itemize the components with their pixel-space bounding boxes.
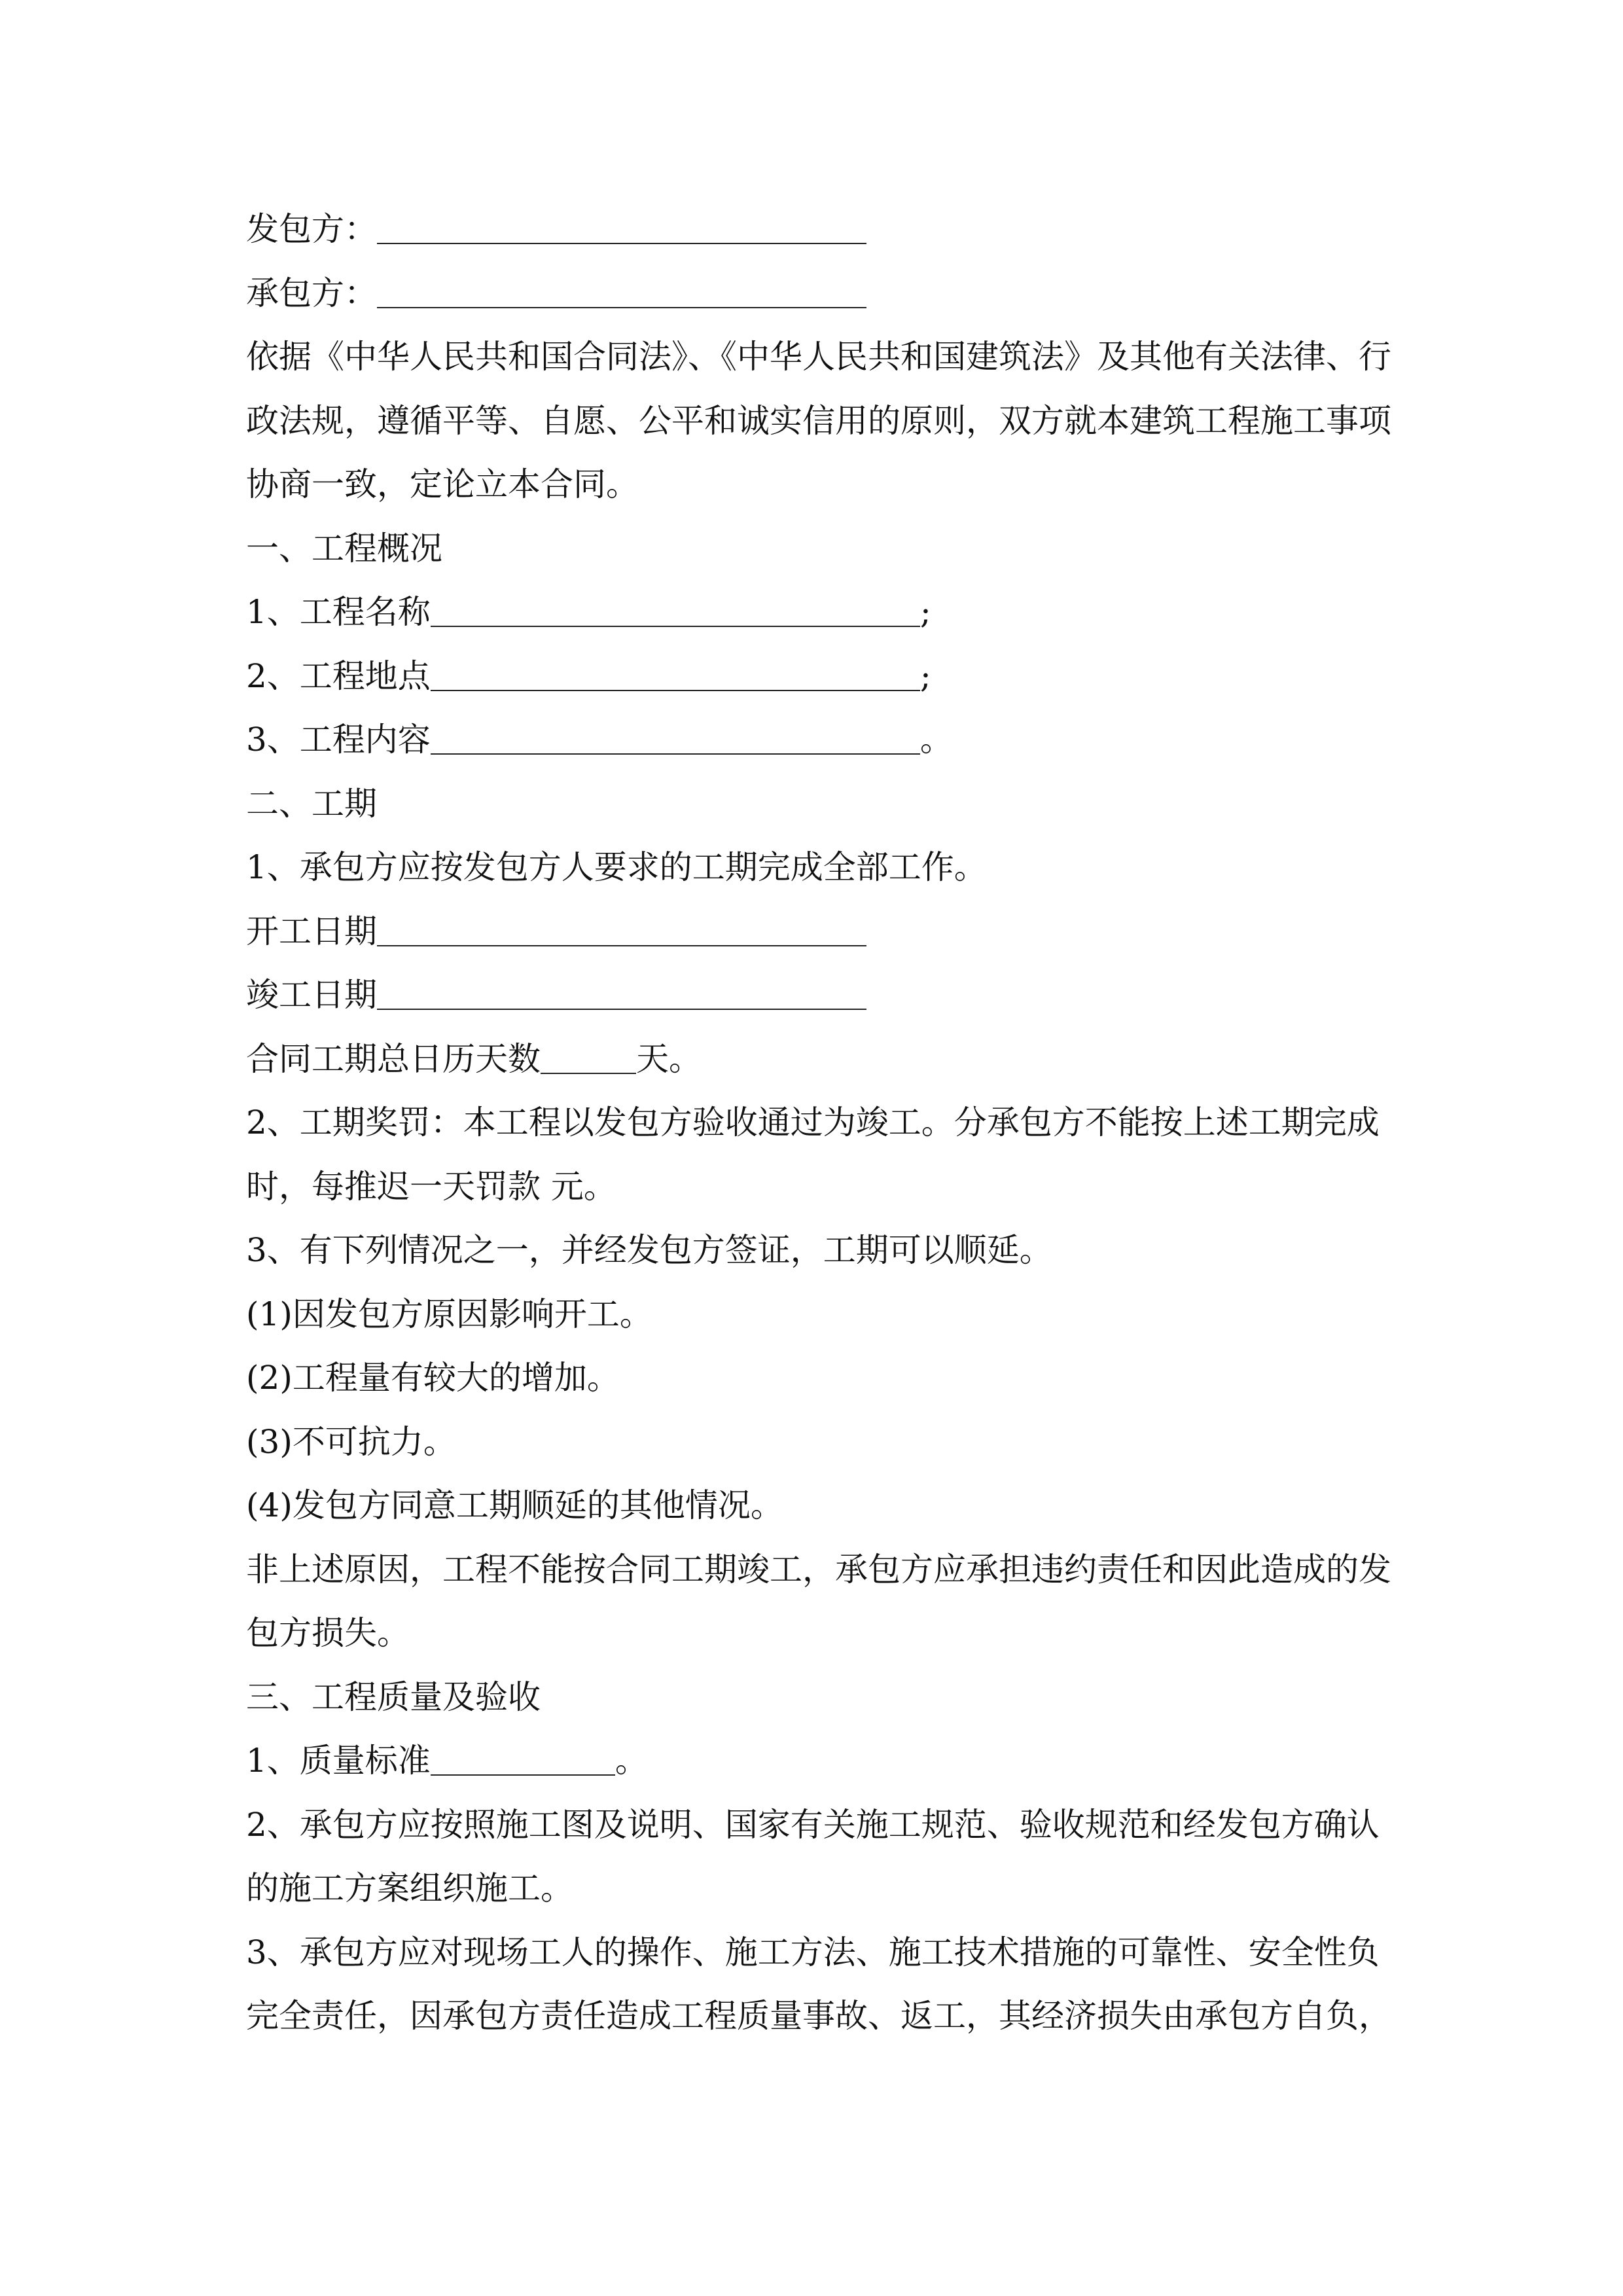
project-name-label: 1、工程名称 <box>246 593 431 631</box>
party-b-line <box>246 262 1398 326</box>
total-days-blank <box>541 1040 636 1074</box>
intro-paragraph: 依据《中华人民共和国合同法》、《中华人民共和国建筑法》及其他有关法律、行政法规，遵循平等、自愿、公平和诚实信用的原则，双方就本建筑工程施工事项协商一致，定论立本合同。 <box>246 338 1391 503</box>
total-days-prefix: 合同工期总日历天数 <box>246 1039 541 1078</box>
quality-standard-blank <box>431 1742 615 1776</box>
schedule-clause-4: 非上述原因，工程不能按合同工期竣工，承包方应承担违约责任和因此造成的发包方损失。 <box>246 1550 1391 1652</box>
end-date-label: 竣工日期 <box>246 976 377 1014</box>
extension-case-4: (4)发包方同意工期顺延的其他情况。 <box>246 1486 783 1524</box>
party-a-blank <box>377 210 866 244</box>
extension-case-3: (3)不可抗力。 <box>246 1422 456 1461</box>
quality-standard-label: 1、质量标准 <box>246 1742 431 1780</box>
party-b-label: 承包方： <box>246 274 377 312</box>
quality-standard-end: 。 <box>615 1742 648 1780</box>
end-date-blank <box>377 976 866 1010</box>
project-name-end: ; <box>919 593 931 631</box>
project-content-blank <box>431 721 920 755</box>
project-location-blank <box>431 657 920 691</box>
schedule-clause-1: 1、承包方应按发包方人要求的工期完成全部工作。 <box>246 848 987 886</box>
start-date-label: 开工日期 <box>246 912 377 950</box>
quality-clause-3: 3、承包方应对现场工人的操作、施工方法、施工技术措施的可靠性、安全性负完全责任，因承包方责任造成工程质量事故、返工，其经济损失由承包方自负， <box>246 1933 1391 2035</box>
contract-body <box>246 198 1398 2049</box>
total-days-suffix: 天。 <box>636 1039 702 1078</box>
party-a-label: 发包方： <box>246 210 377 248</box>
end-date-line <box>246 963 1398 1028</box>
schedule-clause-2: 2、工期奖罚：本工程以发包方验收通过为竣工。分承包方不能按上述工期完成时，每推迟一天罚款 元。 <box>246 1103 1380 1206</box>
section-3-title: 三、工程质量及验收 <box>246 1677 541 1716</box>
project-location-label: 2、工程地点 <box>246 656 431 695</box>
extension-case-2: (2)工程量有较大的增加。 <box>246 1359 620 1397</box>
quality-standard-line <box>246 1729 1398 1793</box>
start-date-line <box>246 900 1398 964</box>
extension-case-1: (1)因发包方原因影响开工。 <box>246 1295 652 1333</box>
project-content-end: 。 <box>919 721 953 759</box>
quality-clause-2: 2、承包方应按照施工图及说明、国家有关施工规范、验收规范和经发包方确认的施工方案组织施工。 <box>246 1805 1380 1907</box>
project-name-blank <box>431 593 920 627</box>
project-content-label: 3、工程内容 <box>246 721 431 759</box>
section-2-title: 二、工期 <box>246 784 377 823</box>
party-b-blank <box>377 274 866 308</box>
project-location-line <box>246 645 1398 709</box>
start-date-blank <box>377 912 866 946</box>
section-1-title: 一、工程概况 <box>246 529 442 567</box>
party-a-line <box>246 198 1398 262</box>
project-content-line <box>246 708 1398 772</box>
project-name-line <box>246 581 1398 645</box>
project-location-end: ; <box>919 656 931 695</box>
total-days-line <box>246 1028 1398 1092</box>
schedule-clause-3: 3、有下列情况之一，并经发包方签证，工期可以顺延。 <box>246 1231 1052 1269</box>
